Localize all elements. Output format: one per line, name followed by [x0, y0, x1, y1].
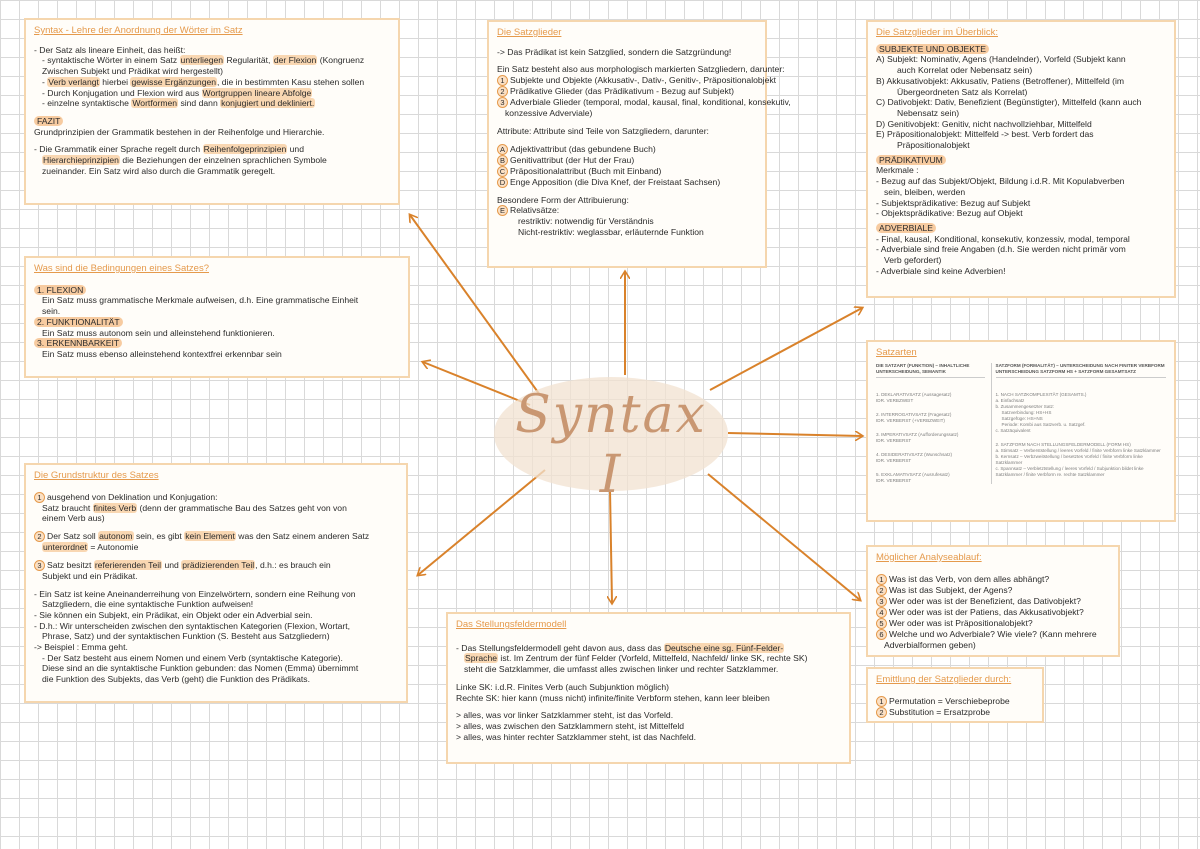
center-title: Syntax I — [515, 385, 707, 505]
number-marker: 4 — [876, 607, 887, 618]
number-marker: 3 — [876, 596, 887, 607]
number-marker: 1 — [34, 492, 45, 503]
section-tag: PRÄDIKATIVUM — [876, 155, 946, 165]
box-satzarten — [866, 340, 1176, 522]
box-satzglieder: Die Satzglieder -> Das Prädikat ist kein Satzglied, sondern die Satzgründung! Ein Satz besteht also aus morphologisch markierten Satzgliedern, darunter: 1 Subjekte und Objekte (Akkusativ-, Dativ-, Genitiv-, Präpositionalobjekt 2 Prädikative Glieder (das Prädikativum - Bezug auf Subjekt) 3 Adverbiale Glieder (temporal, modal, kausal, final, konditional, konsekutiv, konzessive Adverviale) Attribute: Attribute sind Teile von Satzgliedern, darunter: A Adjektivattribut (das gebundene Buch) B Genitivattribut (der Hut der Frau) C Präpositionalattribut (Buch mit Einband) D Enge Apposition (die Diva Knef, der Freistaat Sachsen) Besondere Form der Attribuierung: E Relativsätze: restriktiv: notwendig für Verständnis Nicht-restriktiv: weglassbar, erläuternde Funktion — [487, 20, 767, 268]
text-line: Grundprinzipien der Grammatik bestehen in der Reihenfolge und Hierarchie. — [34, 126, 325, 137]
box-title: Die Grundstruktur des Satzes — [34, 470, 159, 481]
arrow-to-stellungsfeldermodell — [610, 490, 612, 603]
text-line: Zwischen Subjekt und Prädikat wird hergestellt) — [42, 66, 224, 77]
section-tag: SUBJEKTE UND OBJEKTE — [876, 44, 989, 54]
letter-marker: B — [497, 155, 508, 166]
fazit-tag: FAZIT — [34, 116, 63, 126]
box-title: Satzarten — [876, 347, 917, 358]
letter-marker: C — [497, 166, 508, 177]
text-line: - syntaktische Wörter in einem Satz unterliegen Regularität, der Flexion (Kongruenz — [42, 55, 365, 66]
text-line: - Der Satz als lineare Einheit, das heißt: — [34, 44, 186, 55]
number-marker: 1 — [497, 75, 508, 86]
box-title: Syntax - Lehre der Anordnung der Wörter im Satz — [34, 25, 243, 36]
number-marker: 1 — [876, 574, 887, 585]
satzarten-table: DIE SATZART (FUNKTION) – INHALTLICHE UNTERSCHEIDUNG, SEMANTIK 1. DEKLARATIVSATZ (Aussagesatz) IDR. VERBZWEIT 2. INTERROGATIVSATZ (Fragesatz) IDR. VERBERST (+VERBZWEIT) 3. IMPERATIVSATZ (Aufforderungssatz) IDR. VERBERST 4. DESIDERATIVSATZ (Wunschsatz) IDR. VERBERST 5. EXKLAMATIVSATZ (Ausrufesatz) IDR. VERBERST SATZFORM (FORMALITÄT) – UNTERSCHEIDUNG NACH FINITER VERBFORM UNTERSCHEIDUNG SATZFORM HS + SATZFORM GESAMTSATZ 1. NACH SATZKOMPLEXITÄT (GESAMTS.) a. Einfachsatz b. Zusammengesetzter Satz: Satzverbindung: HS+HS Satzgefüge: HS+NS Periode: Kombi aus Satzverb. u. Satzgef. c. Satzäquivalent 2. SATZFORM NACH STELLUNGSFELDERMODELL (FORM HS) a. Stirnsatz – Verberststellung / leeres Vorfeld / finite Verbform linke Satzklammer b. Kernsatz – Verbzweitstellung / besetztes Vorfeld / finite Verbform linke Satzklammer c. Spannsatz – Verbletztstellung / leeres Vorfeld / Subjunktion bildet linke Satzklammer / finite Verbform re. rechte Satzklammer — [876, 362, 1165, 483]
number-marker: 3 — [497, 97, 508, 108]
text-line: zueinander. Ein Satz wird also durch die Grammatik geregelt. — [42, 165, 276, 176]
box-ermittlung: Emittlung der Satzglieder durch: 1 Permutation = Verschiebeprobe 2 Substitution = Ersatzprobe — [866, 667, 1044, 723]
box-title: Die Satzglieder im Überblick: — [876, 27, 998, 38]
arrow-to-ueberblick — [710, 308, 862, 390]
box-title: Was sind die Bedingungen eines Satzes? — [34, 263, 209, 274]
box-satzglieder-ueberblick: Die Satzglieder im Überblick: SUBJEKTE UND OBJEKTE A) Subjekt: Nominativ, Agens (Handelnder), Vorfeld (Subjekt kann auch Korrelat oder Nebensatz sein) B) Akkusativobjekt: Akkusativ, Patiens (Betroffener), Mittelfeld (im Übergeordneten Satz als Korrelat) C) Dativobjekt: Dativ, Benefizient (Begünstigter), Mittelfeld (kann auch Nebensatz sein) D) Genitivobjekt: Genitiv, nicht nachvollziehbar, Mittelfeld E) Präpositionalobjekt: Mittelfeld -> best. Verb fordert das Präpositionalobjekt PRÄDIKATIVUM Merkmale : - Bezug auf das Subjekt/Objekt, Bildung i.d.R. Mit Kopulabverben sein, bleiben, werden - Subjektsprädikative: Bezug auf Subjekt - Objektsprädikative: Bezug auf Objekt ADVERBIALE - Final, kausal, Konditional, konsekutiv, konzessiv, modal, temporal - Adverbiale sind freie Angaben (d.h. Sie werden nicht primär vom Verb gefordert) - Adverbiale sind keine Adverbien! — [866, 20, 1176, 298]
text-line: -> Das Prädikat ist kein Satzglied, sondern die Satzgründung! — [497, 46, 732, 57]
text-line: - einzelne syntaktische Wortformen sind dann konjugiert und dekliniert. — [42, 98, 315, 109]
number-marker: 2 — [876, 707, 887, 718]
number-marker: 2 — [497, 86, 508, 97]
box-title: Das Stellungsfeldermodell — [456, 619, 567, 630]
section-tag: ADVERBIALE — [876, 223, 936, 233]
arrow-to-satzarten — [728, 433, 862, 436]
box-title: Emittlung der Satzglieder durch: — [876, 674, 1012, 685]
letter-marker: D — [497, 177, 508, 188]
letter-marker: A — [497, 144, 508, 155]
number-marker: 1 — [876, 696, 887, 707]
number-marker: 2 — [34, 531, 45, 542]
text-line: - Durch Konjugation und Flexion wird aus Wortgruppen lineare Abfolge — [42, 87, 312, 98]
text-line: Ein Satz besteht also aus morphologisch markierten Satzgliedern, darunter: — [497, 64, 785, 75]
text-line: - Die Grammatik einer Sprache regelt durch Reihenfolgeprinzipien und — [34, 144, 304, 155]
number-marker: 2 — [876, 585, 887, 596]
box-stellungsfeldermodell: Das Stellungsfeldermodell - Das Stellungsfeldermodell geht davon aus, dass das Deutsche eine sg. Fünf-Felder- Sprache ist. Im Zentrum der fünf Felder (Vorfeld, Mittelfeld, Nachfeld/ linke SK, rechte SK) steht die Satzklammer, die umfasst alles zwischen linker und rechter Satzklammer. Linke SK: i.d.R. Finites Verb (auch Subjunktion möglich) Rechte SK: hier kann (muss nicht) infinite/finite Verbform stehen, kann leer bleiben > alles, was vor linker Satzklammer steht, ist das Vorfeld. > alles, was zwischen den Satzklammern steht, ist Mittelfeld > alles, was hinter rechter Satzklammer steht, ist das Nachfeld. — [446, 612, 851, 764]
box-grundstruktur: Die Grundstruktur des Satzes 1 ausgehend von Deklination und Konjugation: Satz braucht finites Verb (denn der grammatische Bau des Satzes geht von von einem Verb aus) 2 Der Satz soll autonom sein, es gibt kein Element was den Satz einem anderen Satz unterordnet = Autonomie 3 Satz besitzt referierenden Teil und prädizierenden Teil, d.h.: es brauch ein Subjekt und ein Prädikat. - Ein Satz ist keine Aneinanderreihung von Einzelwörtern, sondern eine Reihung von Satzgliedern, die eine syntaktische Funktion aufweisen! - Sie können ein Subjekt, ein Prädikat, ein Objekt oder ein Adverbial sein. - D.h.: Wir unterscheiden zwischen den syntaktischen Kategorien (Flexion, Wortart, Phrase, Satz) und der syntaktischen Funktion (S. Besteht aus Satzgliedern) -> Beispiel : Emma geht. - Der Satz besteht aus einem Nomen und einem Verb (syntaktische Kategorie). Diese sind an die syntaktische Funktion gebunden: das Nomen (Emma) übernimmt die Funktion des Subjekts, das Verb (geht) die Funktion des Prädikats. — [24, 463, 408, 703]
condition-tag: 1. FLEXION — [34, 285, 86, 295]
text-line: - Verb verlangt hierbei gewisse Ergänzungen, die in bestimmten Kasu stehen sollen — [42, 76, 365, 87]
box-bedingungen: Was sind die Bedingungen eines Satzes? 1. FLEXION Ein Satz muss grammatische Merkmale aufweisen, d.h. Eine grammatische Einheit sein. 2. FUNKTIONALITÄT Ein Satz muss autonom sein und alleinstehend funktionieren. 3. ERKENNBARKEIT Ein Satz muss ebenso alleinstehend kontextfrei erkennbar sein — [24, 256, 410, 378]
condition-tag: 2. FUNKTIONALITÄT — [34, 317, 123, 327]
box-title: Die Satzglieder — [497, 27, 562, 38]
box-analyseablauf: Möglicher Analyseablauf: 1 Was ist das Verb, von dem alles abhängt? 2 Was ist das Subjekt, der Agens? 3 Wer oder was ist der Benefizient, das Dativobjekt? 4 Wer oder was ist der Patiens, das Akkusativobjekt? 5 Wer oder was ist Präpositionalobjekt? 6 Welche und wo Adverbiale? Wie viele? (Kann mehrere Adverbialformen geben) — [866, 545, 1120, 657]
box-title: Möglicher Analyseablauf: — [876, 552, 982, 563]
number-marker: 5 — [876, 618, 887, 629]
text-line: Hierarchieprinzipien die Beziehungen der einzelnen sprachlichen Symbole — [43, 155, 327, 166]
letter-marker: E — [497, 205, 508, 216]
number-marker: 6 — [876, 629, 887, 640]
box-syntax-lehre — [24, 18, 400, 205]
condition-tag: 3. ERKENNBARKEIT — [34, 338, 122, 348]
arrow-to-analyseablauf — [708, 474, 860, 600]
number-marker: 3 — [34, 560, 45, 571]
